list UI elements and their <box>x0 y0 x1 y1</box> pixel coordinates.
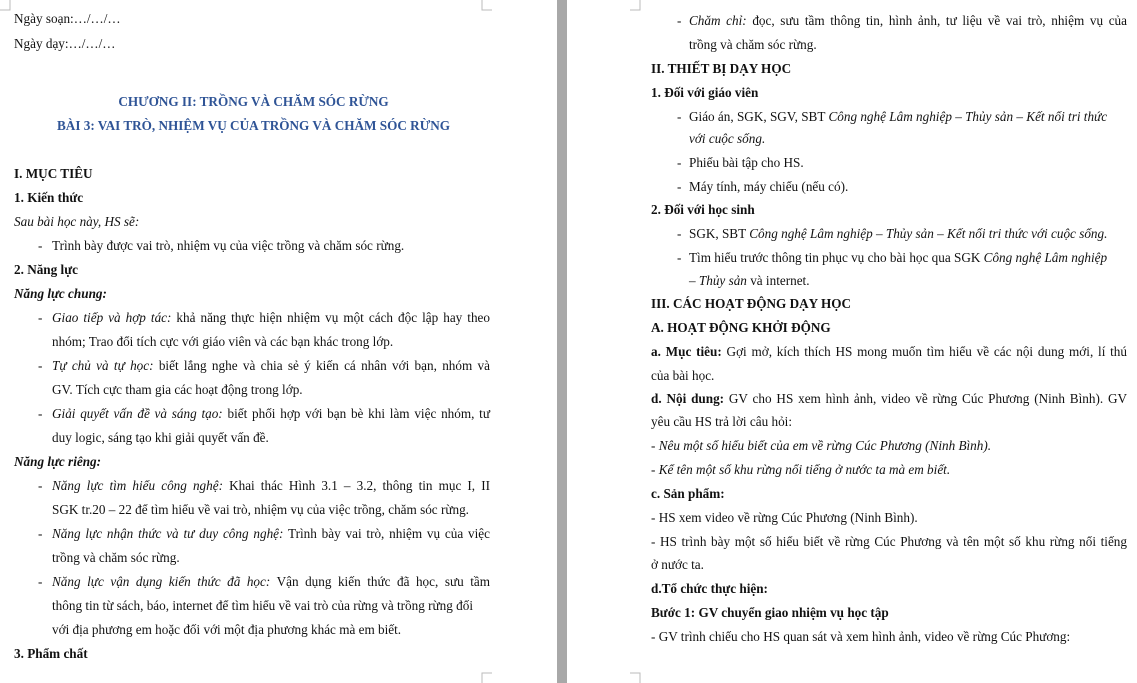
bullet-dash: - <box>38 406 43 421</box>
student-item-2-text: Tìm hiểu trước thông tin phục vụ cho bài học qua SGK <box>689 250 984 265</box>
student-item-2-book-cont: – Thủy sản <box>689 273 747 288</box>
content-line <box>651 391 1127 407</box>
problem-solving-label: Giải quyết vấn đề và sáng tạo: <box>52 406 223 421</box>
problem-solving-item <box>52 406 490 422</box>
tech-research-item <box>52 478 490 494</box>
self-study-text: biết lắng nghe và chia sẻ ý kiến cá nhân với bạn, nhóm và <box>153 358 490 373</box>
bullet-dash: - <box>677 226 682 241</box>
objective-label: a. Mục tiêu: <box>651 344 722 359</box>
tech-cognition-text: Trình bày vai trò, nhiệm vụ của việc <box>283 526 490 541</box>
heading-product: c. Sản phẩm: <box>651 486 725 501</box>
teacher-item-1 <box>689 109 1107 125</box>
chapter-title: CHƯƠNG II: TRỒNG VÀ CHĂM SÓC RỪNG <box>118 94 389 109</box>
content-label: d. Nội dung: <box>651 391 725 406</box>
margin-corner-mark <box>630 0 644 14</box>
lesson-title: BÀI 3: VAI TRÒ, NHIỆM VỤ CỦA TRỒNG VÀ CHĂM SÓC RỪNG <box>57 118 450 133</box>
objective-line <box>651 344 1127 360</box>
objective-text: Gợi mở, kích thích HS mong muốn tìm hiểu về các nội dung mới, lí thú <box>721 344 1127 359</box>
heading-step-1: Bước 1: GV chuyển giao nhiệm vụ học tập <box>651 605 889 620</box>
heading-organization: d.Tổ chức thực hiện: <box>651 581 768 596</box>
heading-activities: III. CÁC HOẠT ĐỘNG DẠY HỌC <box>651 296 852 311</box>
problem-solving-text: biết phối hợp với bạn bè khi làm việc nhóm, tư <box>222 406 490 421</box>
general-competence-label: Năng lực chung: <box>14 286 107 301</box>
objective-text-cont: của bài học. <box>651 368 715 383</box>
student-item-2-book: Công nghệ Lâm nghiệp <box>983 250 1108 265</box>
tech-research-label: Năng lực tìm hiểu công nghệ: <box>52 478 223 493</box>
bullet-dash: - <box>677 179 682 194</box>
teacher-item-3: Máy tính, máy chiếu (nếu có). <box>689 179 849 194</box>
diligence-item <box>689 13 1127 29</box>
apply-knowledge-label: Năng lực vận dụng kiến thức đã học: <box>52 574 271 589</box>
teacher-item-1-book: Công nghệ Lâm nghiệp – Thủy sản – Kết nối tri thức <box>828 109 1108 124</box>
question-2: - Kể tên một số khu rừng nổi tiếng ở nước ta mà em biết. <box>651 462 951 477</box>
self-study-text-cont: GV. Tích cực tham gia các hoạt động trong lớp. <box>52 382 303 397</box>
margin-corner-mark <box>0 0 14 14</box>
specific-competence-label: Năng lực riêng: <box>14 454 102 469</box>
document-page-left <box>0 0 557 683</box>
student-item-2-text-cont: và internet. <box>746 273 810 288</box>
bullet-dash: - <box>38 238 43 253</box>
teacher-item-1-cont: với cuộc sống. <box>689 131 766 146</box>
heading-competence: 2. Năng lực <box>14 262 78 277</box>
student-item-1 <box>689 226 1107 242</box>
heading-for-teacher: 1. Đối với giáo viên <box>651 85 759 100</box>
product-item-2-cont: ở nước ta. <box>651 557 704 572</box>
diligence-text: đọc, sưu tầm thông tin, hình ảnh, tư liệu về vai trò, nhiệm vụ của <box>746 13 1127 28</box>
diligence-text-cont: trồng và chăm sóc rừng. <box>689 37 817 52</box>
teacher-item-1-text: Giáo án, SGK, SGV, SBT <box>689 109 829 124</box>
diligence-label: Chăm chỉ: <box>689 13 747 28</box>
bullet-dash: - <box>38 526 43 541</box>
student-item-2-cont <box>689 273 810 289</box>
apply-knowledge-text: Vận dụng kiến thức đã học, sưu tầm <box>270 574 490 589</box>
content-text: GV cho HS xem hình ảnh, video về rừng Cúc Phương (Ninh Bình). GV <box>724 391 1128 406</box>
heading-for-student: 2. Đối với học sinh <box>651 202 755 217</box>
heading-objectives: I. MỤC TIÊU <box>14 166 93 181</box>
margin-corner-mark <box>630 669 644 683</box>
teacher-item-2: Phiếu bài tập cho HS. <box>689 155 804 170</box>
knowledge-item: Trình bày được vai trò, nhiệm vụ của việc trồng và chăm sóc rừng. <box>52 238 405 253</box>
margin-corner-mark <box>478 0 492 14</box>
self-study-label: Tự chủ và tự học: <box>52 358 154 373</box>
bullet-dash: - <box>677 13 682 28</box>
student-item-1-text: SGK, SBT <box>689 226 750 241</box>
apply-knowledge-text-cont2: với địa phương em hoặc đối với một địa phương khác mà em biết. <box>52 622 402 637</box>
bullet-dash: - <box>677 109 682 124</box>
product-item-1: - HS xem video về rừng Cúc Phương (Ninh Bình). <box>651 510 918 525</box>
step-1-item: - GV trình chiếu cho HS quan sát và xem hình ảnh, video về rừng Cúc Phương: <box>651 629 1071 644</box>
heading-knowledge: 1. Kiến thức <box>14 190 84 205</box>
bullet-dash: - <box>38 358 43 373</box>
apply-knowledge-item <box>52 574 490 590</box>
tech-research-text: Khai thác Hình 3.1 – 3.2, thông tin mục I, II <box>222 478 490 493</box>
student-item-1-book: Công nghệ Lâm nghiệp – Thủy sản – Kết nối tri thức với cuộc sống. <box>749 226 1108 241</box>
tech-research-text-cont: SGK tr.20 – 22 để tìm hiểu về vai trò, nhiệm vụ của việc trồng, chăm sóc rừng. <box>52 502 469 517</box>
document-page-right <box>567 0 1137 683</box>
self-study-item <box>52 358 490 374</box>
bullet-dash: - <box>38 310 43 325</box>
question-1: - Nêu một số hiểu biết của em về rừng Cúc Phương (Ninh Bình). <box>651 438 992 453</box>
heading-equipment: II. THIẾT BỊ DẠY HỌC <box>651 61 792 76</box>
bullet-dash: - <box>38 478 43 493</box>
tech-cognition-text-cont: trồng và chăm sóc rừng. <box>52 550 180 565</box>
communication-item <box>52 310 490 326</box>
apply-knowledge-text-cont: thông tin từ sách, báo, internet để tìm hiểu về vai trò của rừng và trồng rừng đối <box>52 598 473 613</box>
bullet-dash: - <box>677 250 682 265</box>
margin-corner-mark <box>478 669 492 683</box>
communication-text-cont: nhóm; Trao đổi tích cực với giáo viên và các bạn khác trong lớp. <box>52 334 394 349</box>
bullet-dash: - <box>677 155 682 170</box>
date-taught: Ngày dạy:…/…/… <box>14 36 116 51</box>
page-gap <box>557 0 567 683</box>
tech-cognition-label: Năng lực nhận thức và tư duy công nghệ: <box>52 526 284 541</box>
heading-qualities: 3. Phẩm chất <box>14 646 88 661</box>
student-item-2 <box>689 250 1107 266</box>
product-item-2: - HS trình bày một số hiểu biết về rừng Cúc Phương và tên một số khu rừng nổi tiếng <box>651 534 1127 549</box>
content-text-cont: yêu cầu HS trả lời câu hỏi: <box>651 414 793 429</box>
date-prepared: Ngày soạn:…/…/… <box>14 11 121 26</box>
after-lesson-text: Sau bài học này, HS sẽ: <box>14 214 140 229</box>
bullet-dash: - <box>38 574 43 589</box>
communication-label: Giao tiếp và hợp tác: <box>52 310 172 325</box>
communication-text: khả năng thực hiện nhiệm vụ một cách độc lập hay theo <box>171 310 490 325</box>
heading-warmup: A. HOẠT ĐỘNG KHỞI ĐỘNG <box>651 320 831 335</box>
tech-cognition-item <box>52 526 490 542</box>
problem-solving-text-cont: duy logic, sáng tạo khi giải quyết vấn đề. <box>52 430 269 445</box>
